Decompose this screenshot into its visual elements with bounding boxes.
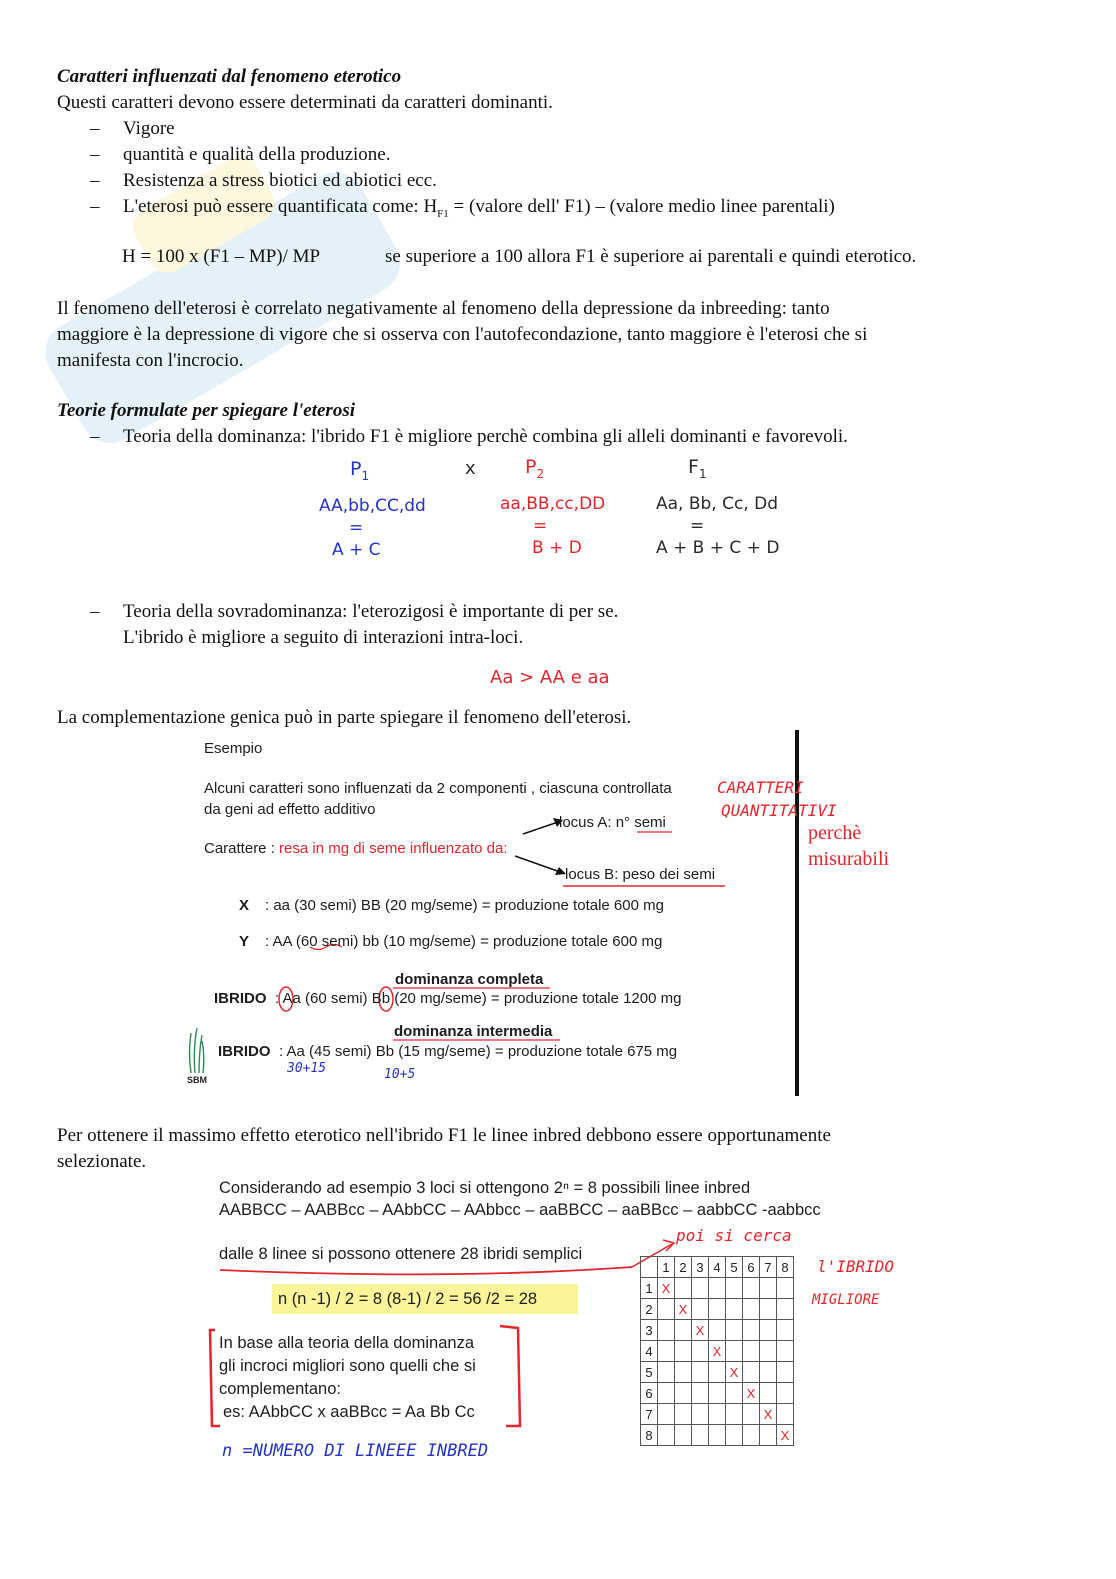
selection-text: Per ottenere il massimo effetto eterotico nell'ibrido F1 le linee inbred debbono essere opportunamente bbox=[57, 1125, 831, 1146]
parent-y-label: Y bbox=[239, 933, 250, 950]
dominanza-intermedia-label: dominanza intermedia bbox=[394, 1023, 553, 1040]
ibrido-text: : Aa (45 semi) Bb (15 mg/seme) = produzione totale 675 mg bbox=[279, 1043, 678, 1060]
p2-label: $P_2$ bbox=[525, 456, 545, 481]
matrix-header-row bbox=[641, 1257, 794, 1278]
selection-text: selezionate. bbox=[57, 1151, 147, 1172]
f1-genotype: Aa, Bb, Cc, Dd bbox=[656, 494, 779, 514]
dash: – bbox=[90, 426, 100, 447]
handwritten-note: poi si cerca bbox=[676, 1226, 792, 1245]
matrix-header: 6 bbox=[743, 1257, 760, 1278]
paragraph-line: Il fenomeno dell'eterosi è correlato negativamente al fenomeno della depressione da inbreeding: tanto bbox=[57, 298, 830, 319]
figure-title: Esempio bbox=[204, 740, 263, 757]
locus-b-label: locus B: peso dei semi bbox=[565, 866, 716, 883]
matrix-row bbox=[641, 1404, 794, 1425]
p1-genotype: AA,bb,CC,dd bbox=[319, 496, 426, 516]
sbm-logo bbox=[190, 1028, 204, 1073]
dominanza-completa-label: dominanza completa bbox=[395, 971, 544, 988]
handwritten-note: CARATTERI bbox=[717, 778, 804, 797]
parent-x-text: : aa (30 semi) BB (20 mg/seme) = produzione totale 600 mg bbox=[265, 897, 664, 914]
matrix-row bbox=[641, 1362, 794, 1383]
matrix-header: 5 bbox=[726, 1257, 743, 1278]
f1-label: $F_1$ bbox=[688, 456, 707, 481]
matrix-row-header: 5 bbox=[641, 1362, 658, 1383]
matrix-row bbox=[641, 1425, 794, 1446]
matrix-header: 2 bbox=[675, 1257, 692, 1278]
matrix-mark: X bbox=[658, 1278, 675, 1299]
carattere-line: Carattere : resa in mg di seme influenzato da: bbox=[204, 840, 508, 857]
equals-sign: = bbox=[349, 518, 364, 538]
matrix-header: 1 bbox=[658, 1257, 675, 1278]
p1-label: $P_1$ bbox=[350, 458, 370, 483]
locus-a-label: locus A: n° semi bbox=[559, 814, 666, 831]
matrix-header: 7 bbox=[760, 1257, 777, 1278]
matrix-row-header: 7 bbox=[641, 1404, 658, 1425]
figure-example-additive bbox=[185, 728, 945, 1100]
ibrido-label: IBRIDO bbox=[218, 1043, 271, 1060]
matrix-row-header: 2 bbox=[641, 1299, 658, 1320]
handwritten-note: perchè bbox=[808, 822, 862, 844]
matrix-row bbox=[641, 1278, 794, 1299]
hybrid-matrix bbox=[640, 1256, 794, 1446]
matrix-row-header: 3 bbox=[641, 1320, 658, 1341]
p2-genotype: aa,BB,cc,DD bbox=[500, 494, 606, 514]
handwritten-note: 30+15 bbox=[287, 1061, 327, 1076]
section-heading-teorie: Teorie formulate per spiegare l'eterosi bbox=[57, 400, 355, 421]
matrix-row bbox=[641, 1341, 794, 1362]
logo-text: SBM bbox=[187, 1075, 207, 1085]
matrix-mark: X bbox=[675, 1299, 692, 1320]
p1-result: A + C bbox=[332, 540, 381, 560]
matrix-mark: X bbox=[709, 1341, 726, 1362]
box-line: es: AAbbCC x aaBBcc = Aa Bb Cc bbox=[223, 1403, 475, 1421]
overdominance-expression: Aa > AA e aa bbox=[490, 667, 610, 688]
handwritten-note: n =NUMERO DI LINEEE INBRED bbox=[222, 1441, 489, 1461]
arrow-locus-b bbox=[515, 856, 563, 873]
theory-overdominance: Teoria della sovradominanza: l'eterozigosi è importante di per se. bbox=[123, 601, 619, 622]
bullet-item: quantità e qualità della produzione. bbox=[123, 144, 391, 165]
bullet-list: – Vigore – quantità e qualità della produzione. – Resistenza a stress biotici ed abiotici ecc. – L'eterosi può essere quantificata come: $H_{F1}$ = (valore dell' F1) – (valore medio linee parentali) bbox=[57, 116, 1057, 226]
matrix-mark: X bbox=[726, 1362, 743, 1383]
figure-inbred-lines bbox=[200, 1168, 920, 1478]
box-line: In base alla teoria della dominanza bbox=[219, 1334, 475, 1352]
cross-sign: x bbox=[465, 458, 476, 479]
f1-result: A + B + C + D bbox=[656, 538, 780, 558]
ibrido-label: IBRIDO bbox=[214, 990, 267, 1007]
matrix-header: 8 bbox=[777, 1257, 794, 1278]
heterosis-formula: H = 100 x (F1 – MP)/ MP bbox=[122, 246, 321, 267]
genotype-list: AABBCC – AABBcc – AAbbCC – AAbbcc – aaBBCC – aaBBcc – aabbCC -aabbcc bbox=[219, 1201, 821, 1219]
equals-sign: = bbox=[690, 516, 705, 536]
parent-y-text: : AA (60 semi) bb (10 mg/seme) = produzione totale 600 mg bbox=[265, 933, 663, 950]
section-heading-caratteri: Caratteri influenzati dal fenomeno eterotico bbox=[57, 66, 402, 87]
matrix-row-header: 6 bbox=[641, 1383, 658, 1404]
matrix-mark: X bbox=[743, 1383, 760, 1404]
matrix-row-header: 1 bbox=[641, 1278, 658, 1299]
combination-formula: n (n -1) / 2 = 8 (8-1) / 2 = 56 /2 = 28 bbox=[278, 1290, 538, 1308]
paragraph-line: manifesta con l'incrocio. bbox=[57, 350, 244, 371]
figure-line: da geni ad effetto additivo bbox=[204, 801, 376, 818]
handwritten-note: MIGLIORE bbox=[812, 1292, 880, 1308]
handwritten-note: 10+5 bbox=[384, 1067, 416, 1082]
handwritten-note: QUANTITATIVI bbox=[721, 801, 837, 820]
parent-x-label: X bbox=[239, 897, 250, 914]
matrix-row bbox=[641, 1320, 794, 1341]
matrix-row bbox=[641, 1299, 794, 1320]
matrix-row-header: 4 bbox=[641, 1341, 658, 1362]
theory-overdominance-detail: L'ibrido è migliore a seguito di interazioni intra-loci. bbox=[123, 627, 524, 648]
figure-line: dalle 8 linee si possono ottenere 28 ibridi semplici bbox=[219, 1245, 583, 1263]
matrix-row-header: 8 bbox=[641, 1425, 658, 1446]
figure-line: Alcuni caratteri sono influenzati da 2 componenti , ciascuna controllata bbox=[204, 780, 672, 797]
paragraph-line: maggiore è la depressione di vigore che si osserva con l'autofecondazione, tanto maggiore è l'eterosi che si bbox=[57, 324, 868, 345]
dash: – bbox=[90, 601, 100, 622]
handwritten-note: l'IBRIDO bbox=[817, 1257, 895, 1276]
equals-sign: = bbox=[533, 516, 548, 536]
matrix-mark: X bbox=[692, 1320, 709, 1341]
matrix-row bbox=[641, 1383, 794, 1404]
ibrido-text: : Aa (60 semi) Bb (20 mg/seme) = produzione totale 1200 mg bbox=[275, 990, 682, 1007]
box-line: complementano: bbox=[219, 1380, 341, 1398]
matrix-mark: X bbox=[760, 1404, 777, 1425]
bullet-item: Vigore bbox=[123, 118, 175, 139]
theory-dominance: Teoria della dominanza: l'ibrido F1 è migliore perchè combina gli alleli dominanti e favorevoli. bbox=[123, 426, 848, 447]
matrix-header: 4 bbox=[709, 1257, 726, 1278]
matrix-header: 3 bbox=[692, 1257, 709, 1278]
handwritten-note: misurabili bbox=[808, 848, 890, 870]
matrix-mark: X bbox=[777, 1425, 794, 1446]
figure-line: Considerando ad esempio 3 loci si ottengono 2ⁿ = 8 possibili linee inbred bbox=[219, 1179, 751, 1197]
formula-note: se superiore a 100 allora F1 è superiore ai parentali e quindi eterotico. bbox=[385, 246, 917, 267]
eterosi-definition: L'eterosi può essere quantificata come: $H_{F1}$ = (valore dell' F1) – (valore medio linee parentali) bbox=[123, 196, 835, 220]
intro-text: Questi caratteri devono essere determinati da caratteri dominanti. bbox=[57, 92, 553, 113]
complementation-text: La complementazione genica può in parte spiegare il fenomeno dell'eterosi. bbox=[57, 707, 632, 728]
p2-result: B + D bbox=[532, 538, 582, 558]
box-line: gli incroci migliori sono quelli che si bbox=[219, 1357, 476, 1375]
bullet-item: Resistenza a stress biotici ed abiotici ecc. bbox=[123, 170, 437, 191]
